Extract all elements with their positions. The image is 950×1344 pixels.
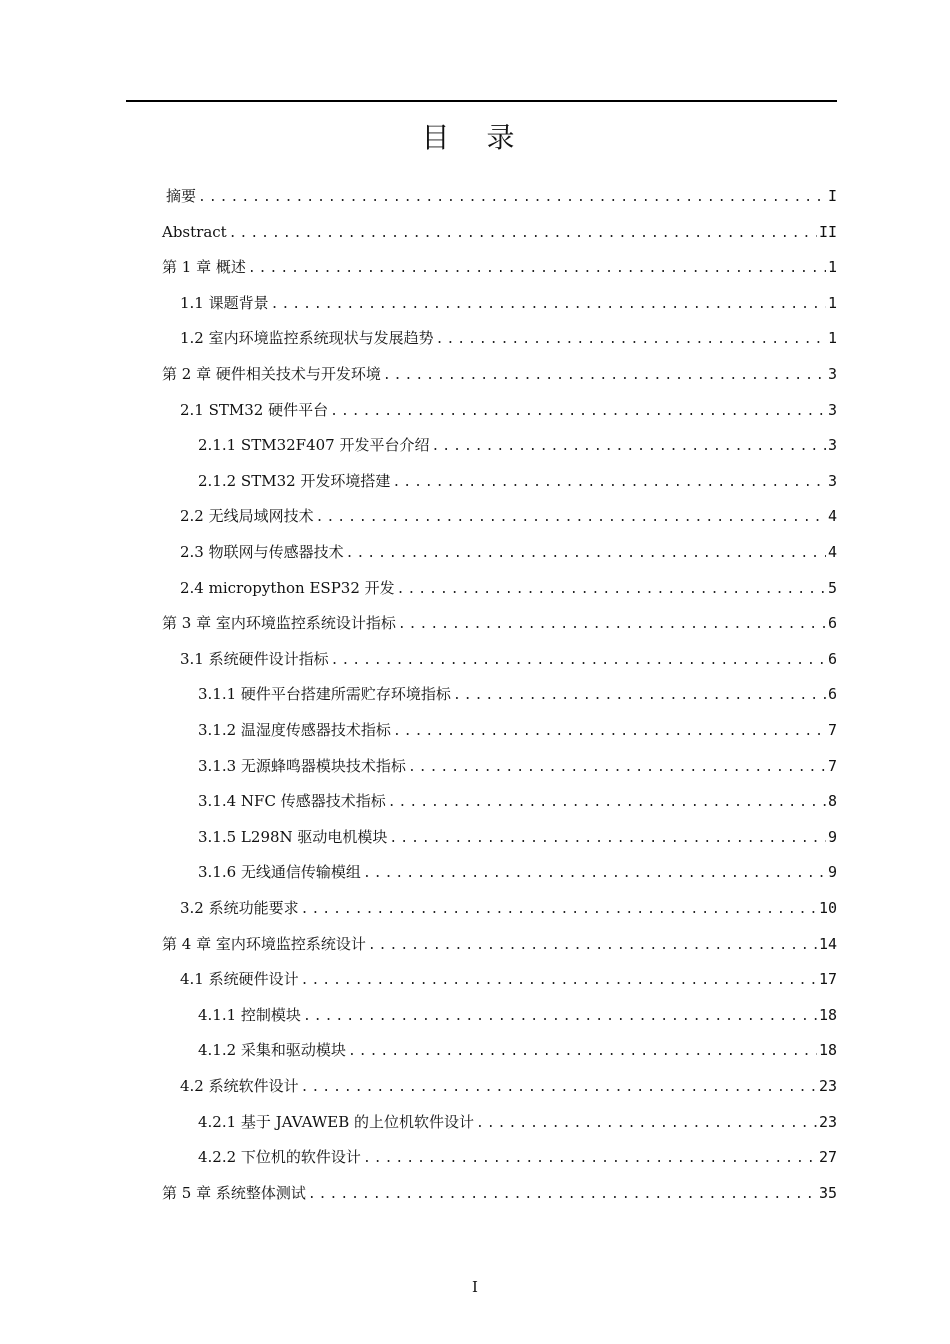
toc-leader-dots (476, 1112, 817, 1136)
toc-entry-page: 27 (818, 1148, 837, 1167)
toc-entry-page: 1 (827, 258, 837, 277)
toc-entry[interactable] (198, 754, 837, 778)
toc-entry-page: 35 (818, 1183, 837, 1202)
toc-entry-page: 4 (827, 543, 837, 561)
toc-entry[interactable] (162, 932, 837, 956)
toc-entry[interactable] (180, 647, 837, 671)
toc-entry[interactable] (198, 718, 837, 742)
page-title: 目 录 (421, 121, 529, 154)
toc-entry[interactable] (198, 860, 837, 884)
toc-entry[interactable] (198, 682, 837, 706)
toc-leader-dots (436, 328, 826, 352)
toc-leader-dots (393, 720, 826, 744)
toc-entry-page: 18 (818, 1041, 837, 1060)
toc-entry[interactable] (162, 255, 837, 279)
toc-entry-label: 2.2 无线局域网技术 (180, 507, 314, 526)
toc-entry-label: 2.1.1 STM32F407 开发平台介绍 (198, 436, 430, 455)
toc-entry-page: I (827, 187, 837, 205)
toc-entry-label: 4.2.2 下位机的软件设计 (198, 1148, 361, 1167)
toc-entry-page: 1 (827, 293, 837, 312)
toc-entry[interactable] (198, 789, 837, 813)
toc-entry[interactable] (198, 825, 837, 849)
toc-entry[interactable] (180, 896, 837, 920)
toc-leader-dots (348, 1040, 817, 1064)
toc-entry-label: 第 3 章 室内环境监控系统设计指标 (162, 614, 396, 633)
toc-entry[interactable] (162, 1181, 837, 1205)
toc-entry[interactable] (198, 469, 837, 493)
toc-entry-label: 2.3 物联网与传感器技术 (180, 543, 344, 561)
toc-entry-page: 7 (827, 756, 837, 775)
toc-entry-label: 第 5 章 系统整体测试 (162, 1183, 306, 1202)
toc-entry-page: 23 (818, 1112, 837, 1131)
toc-leader-dots (453, 684, 826, 708)
toc-entry[interactable] (198, 1038, 837, 1062)
toc-entry[interactable] (180, 540, 837, 564)
toc-leader-dots (346, 542, 826, 566)
toc-leader-dots (397, 578, 826, 602)
toc-entry-label: 3.1 系统硬件设计指标 (180, 649, 329, 668)
toc-entry-page: 6 (827, 685, 837, 704)
toc-leader-dots (383, 364, 826, 388)
page-number: I (472, 1278, 478, 1296)
toc-entry-label: 4.1 系统硬件设计 (180, 970, 299, 989)
toc-entry[interactable] (162, 220, 837, 244)
toc-entry-label: 4.2 系统软件设计 (180, 1077, 299, 1095)
toc-entry-page: II (818, 222, 837, 241)
toc-entry-page: 18 (818, 1005, 837, 1024)
toc-entry[interactable] (162, 611, 837, 635)
toc-entry[interactable] (198, 1003, 837, 1027)
toc-leader-dots (301, 969, 817, 993)
toc-entry[interactable] (180, 967, 837, 991)
toc-leader-dots (301, 898, 817, 922)
toc-leader-dots (363, 862, 826, 886)
toc-entry-label: 摘要 (166, 187, 197, 205)
toc-entry-page: 14 (818, 934, 837, 953)
toc-entry-label: 4.2.1 基于 JAVAWEB 的上位机软件设计 (198, 1112, 474, 1131)
toc-entry-page: 6 (827, 649, 837, 668)
toc-entry-label: 3.1.6 无线通信传输模组 (198, 863, 361, 882)
toc-entry-page: 8 (827, 792, 837, 811)
toc-leader-dots (368, 934, 817, 958)
toc-entry-label: 3.1.3 无源蜂鸣器模块技术指标 (198, 756, 406, 775)
toc-entry[interactable] (198, 433, 837, 457)
toc-entry[interactable] (180, 291, 837, 315)
toc-entry-label: 2.4 micropython ESP32 开发 (180, 578, 395, 597)
toc-entry-label: 3.1.4 NFC 传感器技术指标 (198, 792, 386, 811)
toc-entry-label: 第 1 章 概述 (162, 258, 246, 277)
toc-entry-page: 3 (827, 400, 837, 419)
toc-entry-label: 第 2 章 硬件相关技术与开发环境 (162, 365, 381, 383)
toc-entry-page: 1 (827, 329, 837, 348)
toc-entry-page: 7 (827, 721, 837, 739)
toc-entry-label: 3.1.5 L298N 驱动电机模块 (198, 827, 388, 846)
toc-entry[interactable] (180, 1074, 837, 1098)
toc-entry-page: 9 (827, 863, 837, 882)
toc-leader-dots (331, 649, 826, 673)
toc-entry-label: 第 4 章 室内环境监控系统设计 (162, 934, 366, 953)
toc-leader-dots (229, 222, 817, 246)
toc-entry-label: 3.1.2 温湿度传感器技术指标 (198, 721, 391, 739)
toc-leader-dots (408, 756, 826, 780)
toc-entry[interactable] (166, 184, 837, 208)
toc-leader-dots (389, 827, 826, 851)
toc-leader-dots (388, 791, 826, 815)
toc-leader-dots (271, 293, 826, 317)
toc-leader-dots (392, 471, 826, 495)
toc-entry-page: 9 (827, 827, 837, 846)
toc-entry-label: 4.1.1 控制模块 (198, 1005, 301, 1024)
toc-leader-dots (248, 257, 826, 281)
toc-entry-label: 3.2 系统功能要求 (180, 899, 299, 917)
toc-leader-dots (363, 1147, 817, 1171)
toc-entry[interactable] (180, 504, 837, 528)
toc-leader-dots (330, 400, 826, 424)
toc-entry-page: 6 (827, 614, 837, 633)
toc-entry[interactable] (198, 1110, 837, 1134)
toc-entry-page: 4 (827, 507, 837, 526)
toc-entry-label: Abstract (162, 222, 227, 241)
toc-entry[interactable] (162, 362, 837, 386)
top-rule (126, 100, 837, 102)
toc-entry-label: 1.2 室内环境监控系统现状与发展趋势 (180, 329, 434, 348)
toc-entry-page: 3 (827, 471, 837, 490)
toc-leader-dots (308, 1183, 817, 1207)
toc-entry-page: 23 (818, 1077, 837, 1095)
toc-entry[interactable] (198, 1145, 837, 1169)
toc-leader-dots (316, 506, 826, 530)
toc-entry-label: 2.1.2 STM32 开发环境搭建 (198, 471, 391, 490)
toc-entry-page: 3 (827, 365, 837, 383)
toc-entry-page: 17 (818, 970, 837, 989)
toc-leader-dots (198, 186, 826, 210)
toc-entry-label: 3.1.1 硬件平台搭建所需贮存环境指标 (198, 685, 451, 704)
toc-entry-label: 4.1.2 采集和驱动模块 (198, 1041, 346, 1060)
toc-entry-page: 5 (827, 578, 837, 597)
toc-leader-dots (398, 613, 826, 637)
toc-entry[interactable] (180, 326, 837, 350)
toc-leader-dots (431, 435, 826, 459)
toc-entry-label: 2.1 STM32 硬件平台 (180, 400, 329, 419)
toc-leader-dots (303, 1005, 817, 1029)
toc-entry-label: 1.1 课题背景 (180, 293, 269, 312)
toc-entry[interactable] (180, 398, 837, 422)
toc-entry-page: 10 (818, 899, 837, 917)
toc-leader-dots (301, 1076, 817, 1100)
toc-entry[interactable] (180, 576, 837, 600)
toc-entry-page: 3 (827, 436, 837, 455)
